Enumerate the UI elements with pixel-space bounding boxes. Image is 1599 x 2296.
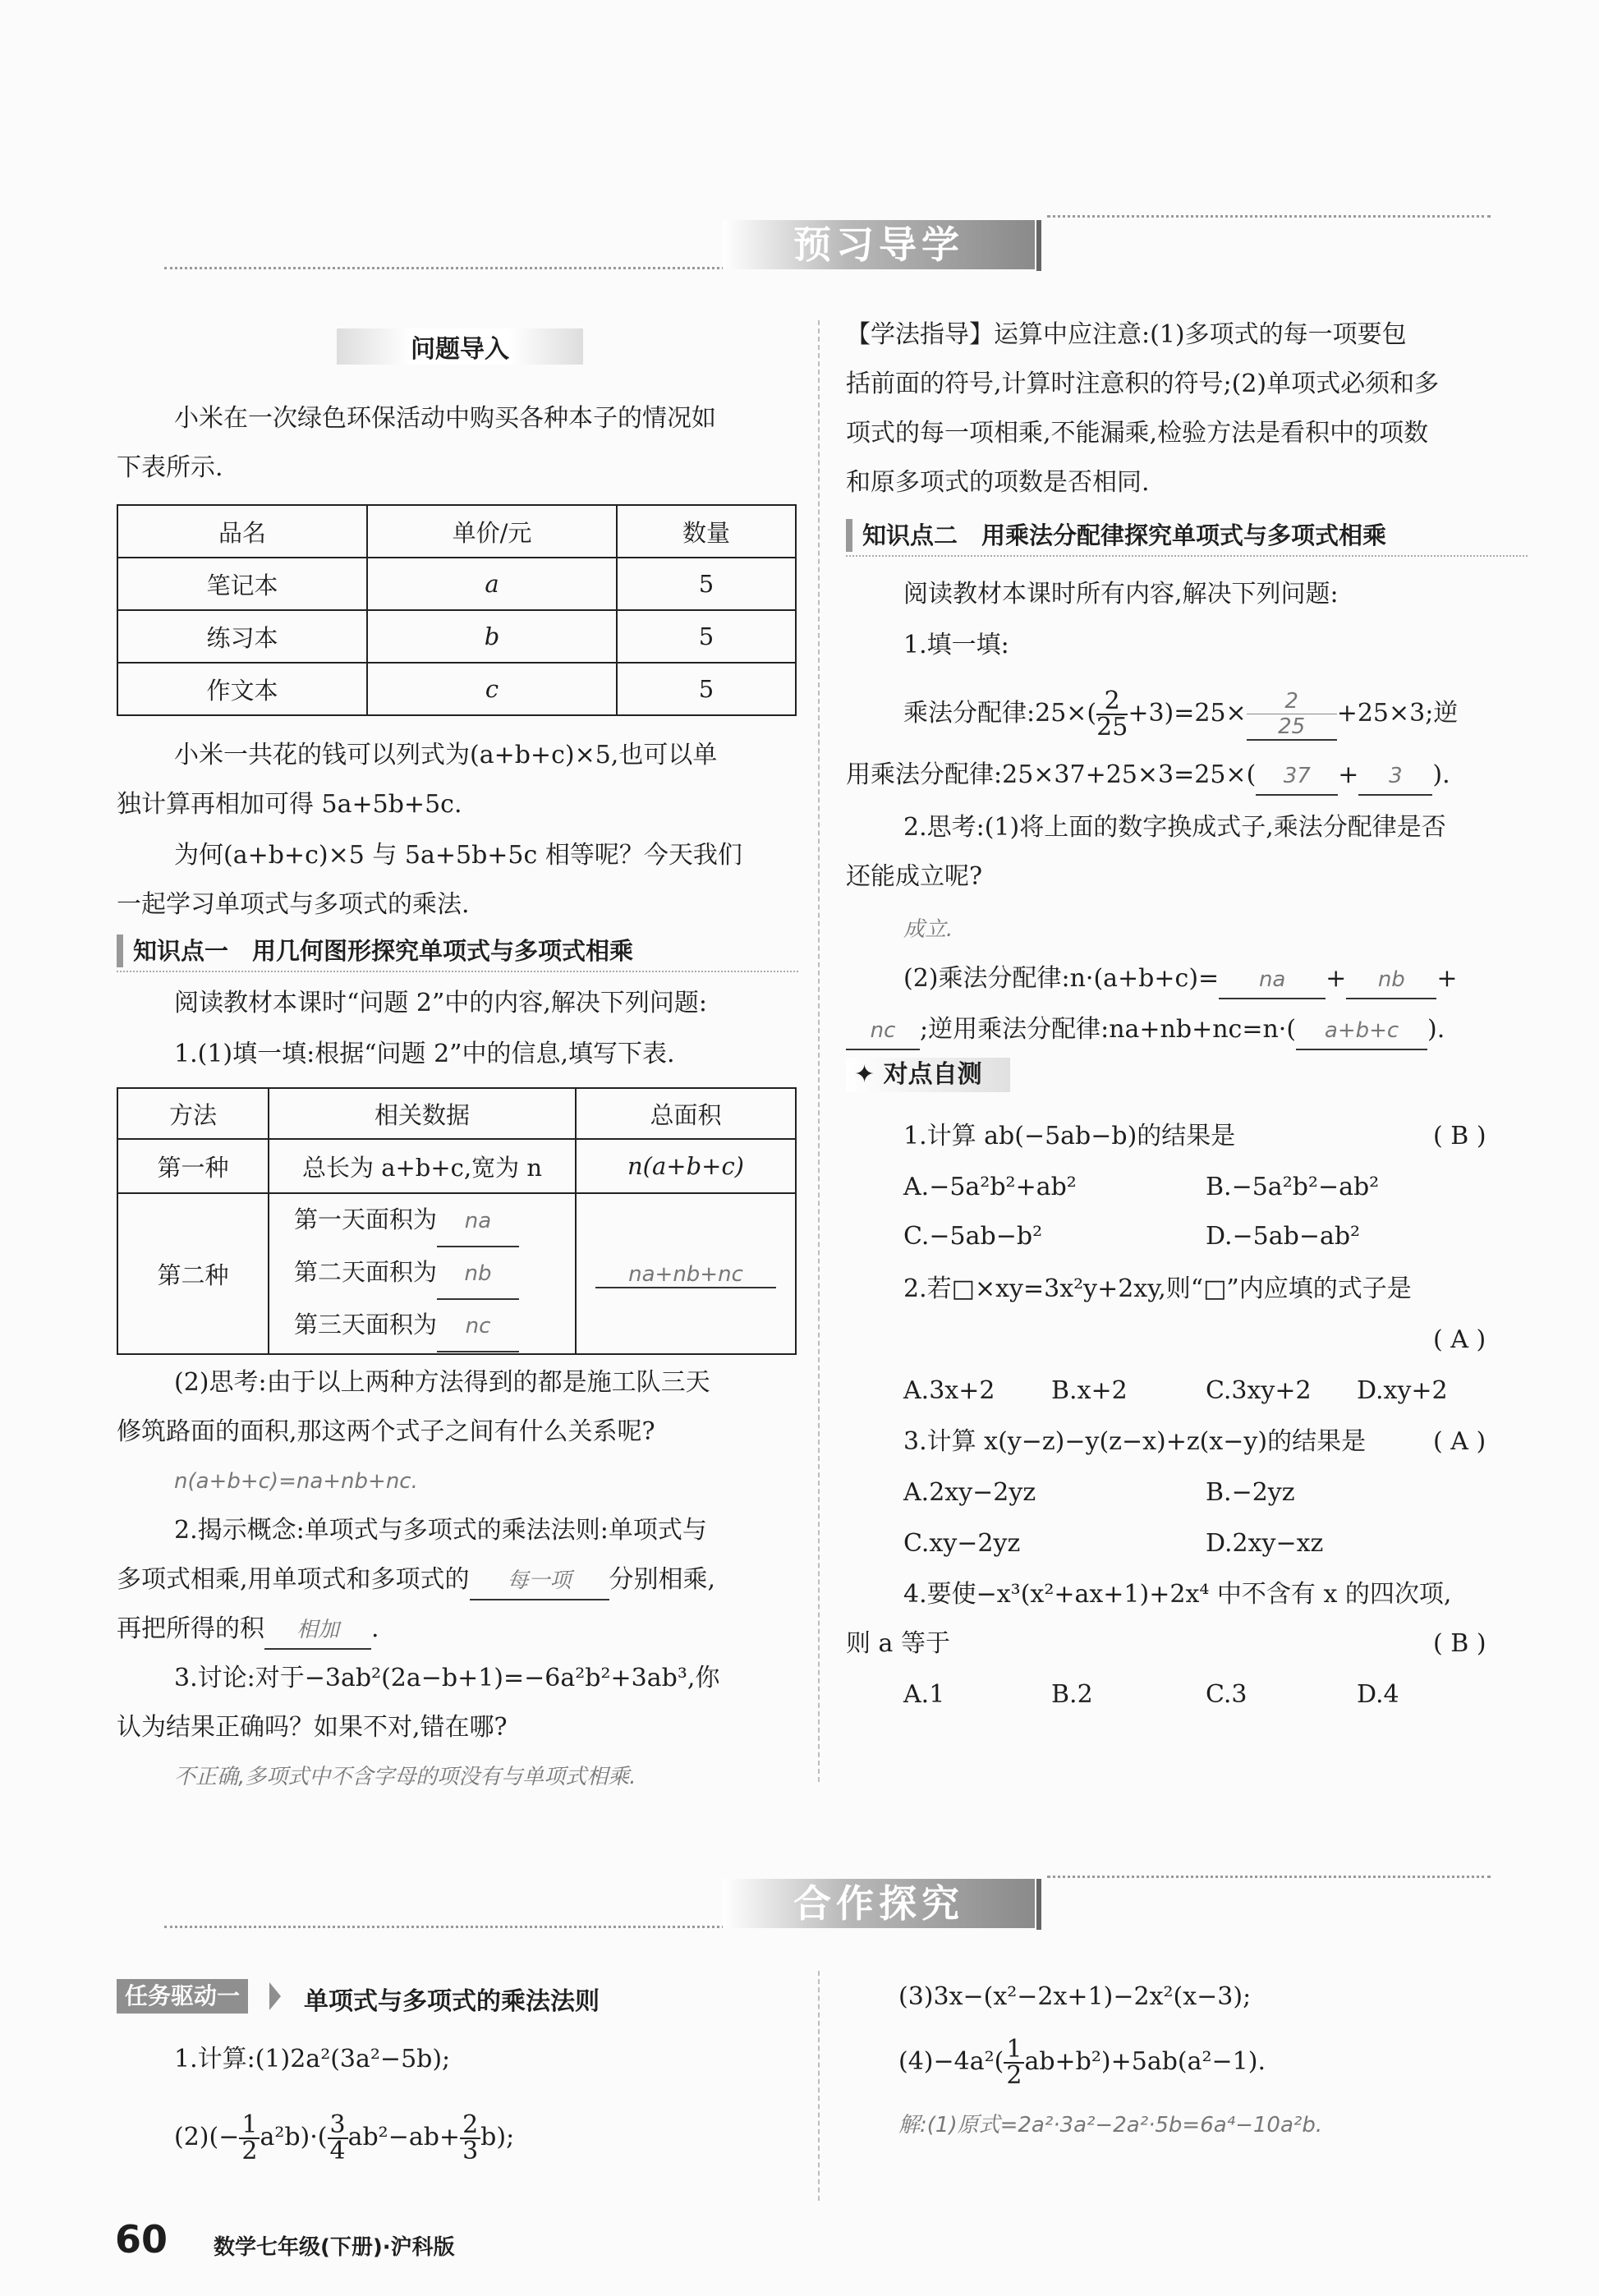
task-label: 任务驱动一 xyxy=(117,1979,248,2014)
day2-answer: nb xyxy=(437,1249,519,1300)
intro-paragraph: 小米一共花的钱可以列式为(a+b+c)×5,也可以单 xyxy=(174,741,718,769)
table-cell: 第二种 xyxy=(117,1193,269,1354)
fraction: $\frac{3}{4}$ xyxy=(328,2113,348,2164)
table-header: 品名 xyxy=(117,505,367,558)
option: C.xy−2yz xyxy=(903,1529,1021,1558)
kp1-discussion: 3.讨论:对于−3ab²(2a−b+1)=−6a²b²+3ab³,你 xyxy=(174,1664,720,1692)
table-cell: c xyxy=(367,663,617,715)
table-cell xyxy=(576,1193,796,1354)
book-title: 数学七年级(下册)·沪科版 xyxy=(214,2235,455,2260)
kp-underline xyxy=(846,555,1528,557)
table-cell: 5 xyxy=(617,663,796,715)
option: B.−2yz xyxy=(1206,1478,1295,1507)
table-header: 相关数据 xyxy=(269,1088,576,1139)
option: D.xy+2 xyxy=(1357,1376,1448,1405)
table-header: 单价/元 xyxy=(367,505,617,558)
kp2-reverse: 用乘法分配律:25×37+25×3=25×( 37 + 3 ). xyxy=(846,757,1450,796)
banner-bar xyxy=(1036,1879,1041,1930)
answer-bracket: ( B ) xyxy=(1433,1122,1486,1150)
concept-blank-2: 相加 xyxy=(264,1612,371,1650)
option: A.1 xyxy=(903,1680,945,1709)
option: B.−5a²b²−ab² xyxy=(1206,1173,1380,1201)
task-problem: (3)3x−(x²−2x+1)−2x²(x−3); xyxy=(898,1982,1252,2011)
kp1-q2-answer: n(a+b+c)=na+nb+nc. xyxy=(174,1469,418,1494)
kp-underline xyxy=(117,971,798,972)
kp1-discussion-answer: 不正确,多项式中不含字母的项没有与单项式相乘. xyxy=(174,1765,636,1789)
banner-line-right xyxy=(1047,1876,1491,1878)
test-question: 2.若□×xy=3x²y+2xy,则“□”内应填的式子是 xyxy=(903,1274,1412,1303)
fraction-answer: $\frac{2}{25}$ xyxy=(1247,689,1337,741)
reverse-blank-2: 3 xyxy=(1358,758,1432,796)
task-problem: 1.计算:(1)2a²(3a²−5b); xyxy=(174,2045,451,2073)
test-question: 则 a 等于 xyxy=(846,1629,950,1658)
intro-paragraph: 一起学习单项式与多项式的乘法. xyxy=(117,890,470,919)
option: B.x+2 xyxy=(1051,1376,1128,1405)
table-cell xyxy=(269,1193,576,1354)
fraction: $\frac{1}{2}$ xyxy=(1004,2037,1024,2088)
test-question: 1.计算 ab(−5ab−b)的结果是 xyxy=(903,1122,1236,1150)
dist-blank-4: a+b+c xyxy=(1296,1013,1427,1050)
table-cell: n(a+b+c) xyxy=(576,1139,796,1193)
table-row xyxy=(117,663,796,715)
option: C.3 xyxy=(1206,1680,1247,1709)
test-question: 3.计算 x(y−z)−y(z−x)+z(x−y)的结果是 xyxy=(903,1427,1367,1456)
test-question: 4.要使−x³(x²+ax+1)+2x⁴ 中不含有 x 的四次项, xyxy=(903,1580,1452,1609)
column-divider xyxy=(818,320,820,1782)
banner-line-right xyxy=(1047,215,1491,218)
column-divider xyxy=(818,1971,820,2201)
option: D.−5ab−ab² xyxy=(1206,1222,1361,1251)
self-test-heading: ✦ 对点自测 xyxy=(846,1058,1010,1092)
answer-bracket: ( B ) xyxy=(1433,1629,1486,1658)
knowledge-point-1-title: 知识点一 用几何图形探究单项式与多项式相乘 xyxy=(117,934,633,967)
price-table xyxy=(117,504,797,716)
kp2-q1: 1.填一填: xyxy=(903,631,1009,659)
option: C.−5ab−b² xyxy=(903,1222,1043,1251)
concept-blank-1: 每一项 xyxy=(470,1563,609,1600)
table-cell: 总长为 a+b+c,宽为 n xyxy=(269,1139,576,1193)
answer-bracket: ( A ) xyxy=(1433,1325,1486,1354)
intro-paragraph: 小米在一次绿色环保活动中购买各种本子的情况如 xyxy=(174,404,716,433)
task-problem: (2)(− $\frac{1}{2}$ a²b)·( $\frac{3}{4}$ ab²−ab+ $\frac{2}{3}$ b); xyxy=(174,2110,515,2165)
table-cell: 练习本 xyxy=(117,610,367,663)
fraction: $\frac{1}{2}$ xyxy=(239,2113,260,2164)
intro-paragraph: 为何(a+b+c)×5 与 5a+5b+5c 相等呢？今天我们 xyxy=(174,841,742,870)
star-icon: ✦ xyxy=(854,1060,875,1089)
task-solution: 解:(1)原式=2a²·3a²−2a²·5b=6a⁴−10a²b. xyxy=(898,2113,1323,2138)
task-title: 单项式与多项式的乘法法则 xyxy=(304,1987,600,2016)
study-guide: 【学法指导】运算中应注意:(1)多项式的每一项要包 xyxy=(846,320,1407,349)
kp1-concept: 多项式相乘,用单项式和多项式的 每一项 分别相乘, xyxy=(117,1562,715,1600)
intro-paragraph: 独计算再相加可得 5a+5b+5c. xyxy=(117,790,462,819)
kp2-q2-2: (2)乘法分配律:n·(a+b+c)= na + nb + xyxy=(903,961,1457,999)
section-banner-cooperate: 合作探究 xyxy=(723,1879,1035,1928)
intro-paragraph: 下表所示. xyxy=(117,453,223,482)
task-problem: (4)−4a²( $\frac{1}{2}$ ab+b²)+5ab(a²−1). xyxy=(898,2035,1266,2090)
fraction: $\frac{2}{25}$ xyxy=(1096,687,1128,742)
kp2-q2: 还能成立呢? xyxy=(846,862,983,891)
table-row xyxy=(117,1193,796,1354)
total-answer: na+nb+nc xyxy=(595,1262,776,1288)
kp1-q2: (2)思考:由于以上两种方法得到的都是施工队三天 xyxy=(174,1368,710,1397)
table-header: 方法 xyxy=(117,1088,269,1139)
table-header: 总面积 xyxy=(576,1088,796,1139)
intro-heading: 问题导入 xyxy=(337,328,583,365)
dist-blank-3: nc xyxy=(846,1013,920,1050)
kp2-q2-2: nc ;逆用乘法分配律:na+nb+nc=n·( a+b+c ). xyxy=(846,1012,1445,1050)
reverse-blank-1: 37 xyxy=(1256,758,1338,796)
option: A.−5a²b²+ab² xyxy=(903,1173,1077,1201)
option: A.2xy−2yz xyxy=(903,1478,1036,1507)
answer-bracket: ( A ) xyxy=(1433,1427,1486,1456)
table-cell: 5 xyxy=(617,610,796,663)
table-cell: b xyxy=(367,610,617,663)
table-cell: 作文本 xyxy=(117,663,367,715)
banner-bar xyxy=(1036,220,1041,271)
day3-label: 第三天面积为 xyxy=(294,1311,438,1339)
kp2-distributive: 乘法分配律:25×( $\frac{2}{25}$ +3)=25× $\frac{2}{25}$ +25×3;逆 xyxy=(903,687,1459,742)
table-header: 数量 xyxy=(617,505,796,558)
dist-blank-1: na xyxy=(1219,962,1326,999)
study-guide: 和原多项式的项数是否相同. xyxy=(846,468,1150,497)
page-number: 60 xyxy=(115,2217,168,2262)
kp1-q1: 1.(1)填一填:根据“问题 2”中的信息,填写下表. xyxy=(174,1040,675,1068)
day1-label: 第一天面积为 xyxy=(294,1205,438,1233)
option: C.3xy+2 xyxy=(1206,1376,1312,1405)
banner-line-left xyxy=(164,1926,739,1928)
fraction: $\frac{2}{3}$ xyxy=(460,2113,480,2164)
task-arrow-icon xyxy=(269,1982,281,2010)
kp1-concept: 再把所得的积 相加 . xyxy=(117,1611,379,1650)
table-row xyxy=(117,558,796,610)
method-table xyxy=(117,1087,797,1355)
day3-answer: nc xyxy=(437,1302,519,1352)
option: B.2 xyxy=(1051,1680,1093,1709)
kp2-q2: 2.思考:(1)将上面的数字换成式子,乘法分配律是否 xyxy=(903,813,1446,842)
kp1-q2: 修筑路面的面积,那这两个式子之间有什么关系呢? xyxy=(117,1417,655,1446)
table-cell: a xyxy=(367,558,617,610)
option: D.2xy−xz xyxy=(1206,1529,1324,1558)
table-cell: 5 xyxy=(617,558,796,610)
kp1-read: 阅读教材本课时“问题 2”中的内容,解决下列问题: xyxy=(174,989,707,1017)
table-cell: 第一种 xyxy=(117,1139,269,1193)
day1-answer: na xyxy=(437,1196,519,1247)
banner-line-left xyxy=(164,267,739,269)
section-banner-preview: 预习导学 xyxy=(723,220,1035,269)
study-guide: 项式的每一项相乘,不能漏乘,检验方法是看积中的项数 xyxy=(846,419,1429,448)
table-cell: 笔记本 xyxy=(117,558,367,610)
study-guide: 括前面的符号,计算时注意积的符号;(2)单项式必须和多 xyxy=(846,370,1440,398)
kp1-discussion: 认为结果正确吗？如果不对,错在哪? xyxy=(117,1713,508,1742)
option: D.4 xyxy=(1357,1680,1399,1709)
kp2-read: 阅读教材本课时所有内容,解决下列问题: xyxy=(903,580,1339,608)
option: A.3x+2 xyxy=(903,1376,995,1405)
dist-blank-2: nb xyxy=(1346,962,1436,999)
knowledge-point-2-title: 知识点二 用乘法分配律探究单项式与多项式相乘 xyxy=(846,519,1386,552)
kp2-q2-answer: 成立. xyxy=(903,917,953,942)
table-row xyxy=(117,610,796,663)
table-row xyxy=(117,1139,796,1193)
day2-label: 第二天面积为 xyxy=(294,1258,438,1286)
kp1-concept: 2.揭示概念:单项式与多项式的乘法法则:单项式与 xyxy=(174,1516,707,1545)
